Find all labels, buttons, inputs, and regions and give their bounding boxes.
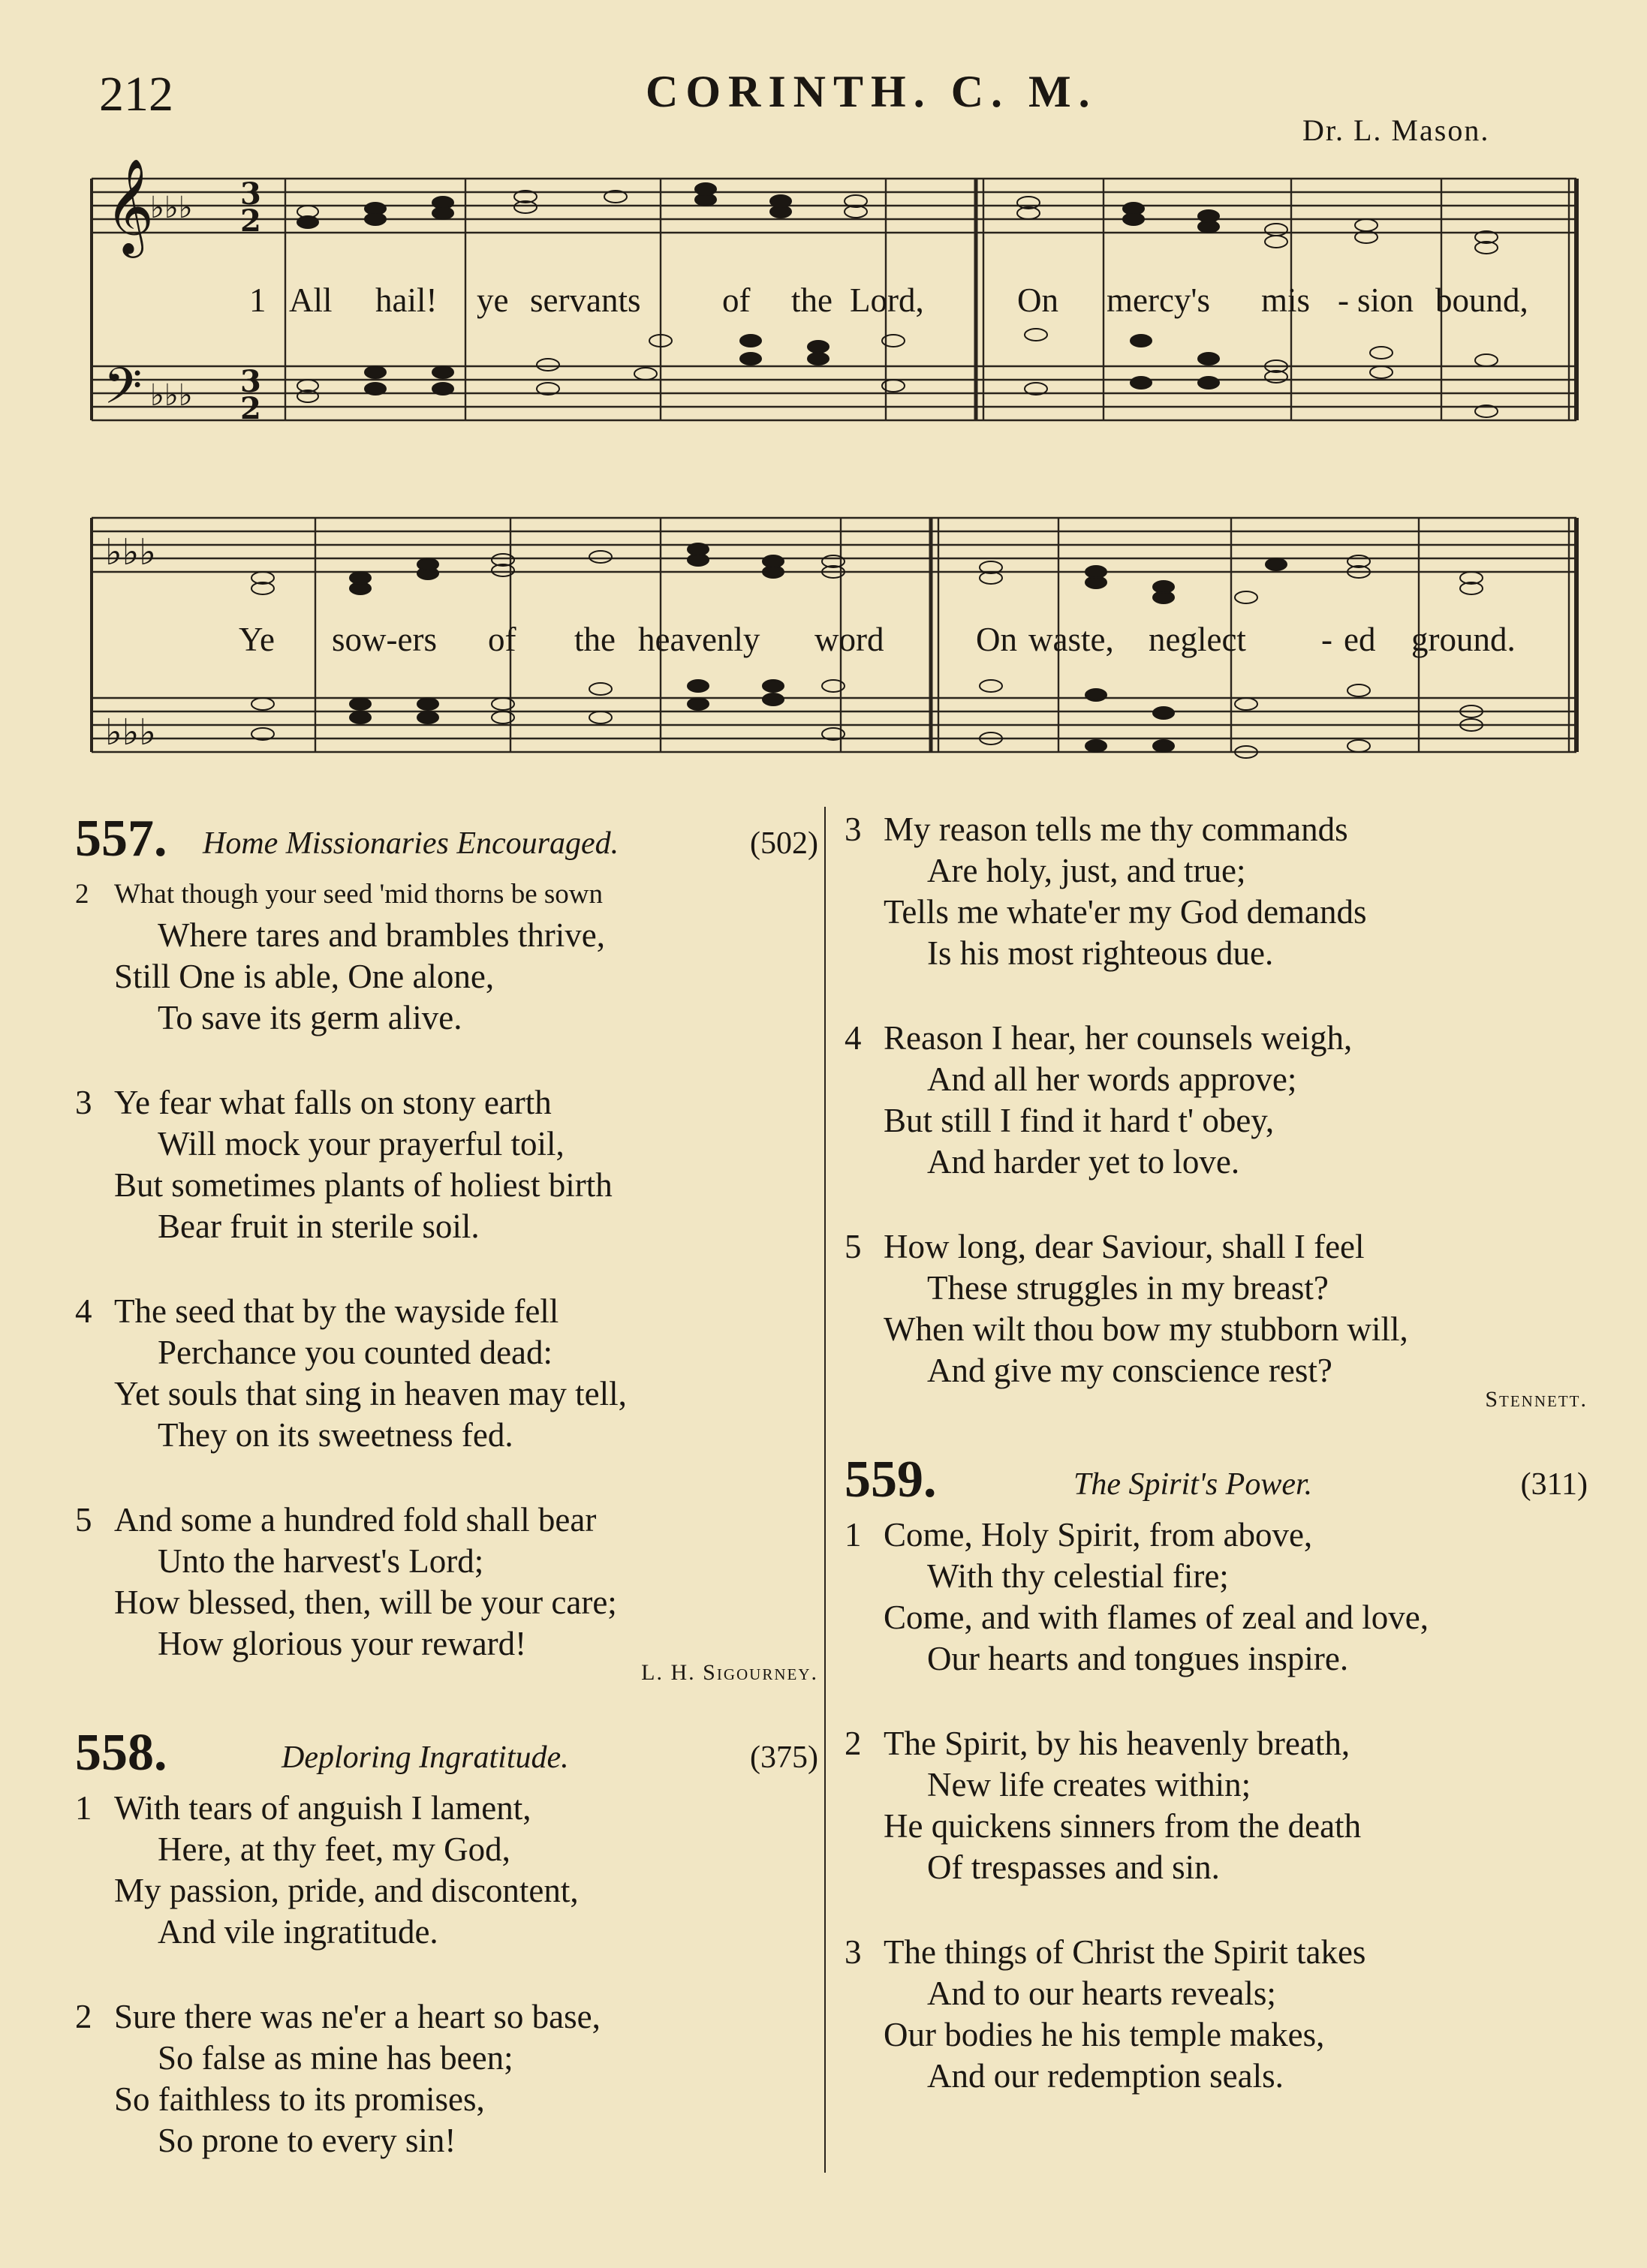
verse-line: He quickens sinners from the death: [884, 1807, 1362, 1845]
stanza-number: 4: [845, 1019, 862, 1057]
stanza-number: 2: [75, 1998, 92, 2035]
music-score: [0, 0, 1647, 803]
stanza-number: 3: [75, 1084, 92, 1121]
verse-line: So false as mine has been;: [158, 2039, 513, 2077]
lyric-syllable: neglect: [1149, 621, 1246, 658]
verse-line: Will mock your prayerful toil,: [158, 1125, 565, 1163]
lyric-syllable: hail!: [375, 281, 438, 319]
verse-line: The seed that by the wayside fell: [114, 1292, 559, 1330]
verse-line: With tears of anguish I lament,: [114, 1789, 531, 1827]
hymn-title: Home Missionaries Encouraged.: [203, 826, 619, 861]
verse-line: How glorious your reward!: [158, 1625, 527, 1662]
verse-line: They on its sweetness fed.: [158, 1416, 513, 1454]
column-divider: [824, 807, 826, 2173]
verse-line: And some a hundred fold shall bear: [114, 1501, 597, 1539]
hymn-title: Deploring Ingratitude.: [282, 1740, 569, 1775]
hymn-reference: (311): [1520, 1467, 1588, 1502]
verse-line: Our hearts and tongues inspire.: [927, 1640, 1349, 1677]
stanza-number: 4: [75, 1292, 92, 1330]
stanza-number: 3: [845, 811, 862, 848]
staff-bass-1: [92, 366, 1576, 420]
lyric-syllable: sion: [1357, 281, 1414, 319]
verse-line: New life creates within;: [927, 1766, 1251, 1803]
stanza: [75, 874, 818, 1039]
verse-line: The things of Christ the Spirit takes: [884, 1933, 1366, 1971]
staff-bass-2: [92, 698, 1576, 752]
verse-line: What though your seed 'mid thorns be sown: [114, 879, 603, 910]
lyric-syllable: waste,: [1028, 621, 1114, 658]
lyric-syllable: On: [976, 621, 1017, 658]
verse-line: And give my conscience rest?: [927, 1352, 1332, 1389]
key-signature-icon: ♭♭♭: [150, 191, 193, 225]
stanza: [845, 1515, 1588, 1680]
lyric-syllable: ed: [1344, 621, 1376, 658]
verse-line: Here, at thy feet, my God,: [158, 1830, 510, 1868]
stanza-number: 3: [845, 1933, 862, 1971]
key-signature-icon: ♭♭♭: [105, 711, 156, 753]
verse-line: How blessed, then, will be your care;: [114, 1584, 617, 1621]
hymn-number: 557.: [75, 810, 167, 868]
verse-line: But sometimes plants of holiest birth: [114, 1166, 613, 1204]
verse-line: Yet souls that sing in heaven may tell,: [114, 1375, 627, 1412]
lyric-syllable: bound,: [1435, 281, 1528, 319]
verse-line: And vile ingratitude.: [158, 1913, 438, 1951]
hymn-author: L. H. Sigourney.: [641, 1660, 818, 1685]
verse-line: When wilt thou bow my stubborn will,: [884, 1310, 1408, 1348]
hymn-number: 559.: [845, 1451, 937, 1508]
stanza-number: 1: [75, 1789, 92, 1827]
verse-line: And our redemption seals.: [927, 2057, 1284, 2095]
lyric-syllable: -: [1338, 281, 1349, 319]
verse-line: Are holy, just, and true;: [927, 852, 1246, 889]
right-column: [845, 809, 1588, 2140]
verse-line: My reason tells me thy commands: [884, 811, 1348, 848]
verse-line: Bear fruit in sterile soil.: [158, 1208, 480, 1245]
time-signature: 2: [240, 391, 261, 426]
composer-credit: Dr. L. Mason.: [1302, 113, 1490, 147]
bass-clef-icon: 𝄢: [104, 357, 143, 427]
lyric-syllable: Ye: [239, 621, 275, 658]
hymn-author: Stennett.: [1485, 1387, 1588, 1412]
lyric-syllable: the: [791, 281, 833, 319]
hymn-header: [845, 1450, 1588, 1515]
time-signature: 2: [240, 203, 261, 239]
verse-line: Still One is able, One alone,: [114, 958, 495, 995]
verse-line: To save its germ alive.: [158, 999, 462, 1036]
verse-line: And all her words approve;: [927, 1060, 1297, 1098]
stanza-number: 1: [845, 1516, 862, 1554]
verse-line: Of trespasses and sin.: [927, 1848, 1220, 1886]
verse-line: With thy celestial fire;: [927, 1557, 1229, 1595]
tune-title: CORINTH. C. M.: [646, 67, 1097, 116]
verse-line: Where tares and brambles thrive,: [158, 916, 605, 954]
hymn-header: [75, 809, 818, 874]
lyric-syllable: ground.: [1411, 621, 1516, 658]
stanza: [75, 1082, 818, 1247]
lyric-syllable: sow-ers: [332, 621, 437, 658]
key-signature-icon: ♭♭♭: [150, 378, 193, 413]
verse-line: So faithless to its promises,: [114, 2080, 485, 2118]
hymn-header: [75, 1723, 818, 1788]
verse-line: Come, and with flames of zeal and love,: [884, 1599, 1429, 1636]
stanza: [845, 1723, 1588, 1888]
lyric-syllable: heavenly: [638, 621, 760, 658]
hymn-557: [75, 809, 818, 1686]
hymn-559: [845, 1450, 1588, 2097]
stanza-number: 2: [75, 879, 89, 910]
lyric-syllable: -: [1321, 621, 1332, 658]
stanza: [845, 809, 1588, 974]
verse-line: Reason I hear, her counsels weigh,: [884, 1019, 1353, 1057]
verse-line: How long, dear Saviour, shall I feel: [884, 1228, 1365, 1265]
hymn-title: The Spirit's Power.: [1073, 1467, 1313, 1502]
stanza: [845, 1018, 1588, 1183]
verse-line: So prone to every sin!: [158, 2122, 456, 2159]
time-signature: 3: [240, 176, 261, 212]
verse-line: But still I find it hard t' obey,: [884, 1102, 1275, 1139]
time-signature: 3: [240, 364, 261, 399]
lyric-syllable: All: [289, 281, 333, 319]
stanza: [75, 1291, 818, 1456]
verse-line: And to our hearts reveals;: [927, 1975, 1276, 2012]
verse-line: These struggles in my breast?: [927, 1269, 1329, 1307]
hymn-558-continued: [845, 809, 1588, 1412]
stanza: [75, 1788, 818, 1953]
lyric-syllable: 1: [249, 281, 266, 319]
verse-line: Is his most righteous due.: [927, 934, 1274, 972]
lyric-syllable: servants: [530, 281, 641, 319]
verse-line: Our bodies he his temple makes,: [884, 2016, 1325, 2053]
stanza-number: 5: [75, 1501, 92, 1539]
verse-line: And harder yet to love.: [927, 1143, 1240, 1181]
left-column: [75, 809, 818, 2205]
verse-line: Unto the harvest's Lord;: [158, 1542, 484, 1580]
lyric-syllable: ye: [477, 281, 509, 319]
key-signature-icon: ♭♭♭: [105, 531, 156, 573]
stanza: [75, 1996, 818, 2161]
verse-line: Come, Holy Spirit, from above,: [884, 1516, 1313, 1554]
page-number: 212: [99, 67, 173, 122]
lyric-syllable: of: [722, 281, 751, 319]
lyric-syllable: mis: [1261, 281, 1311, 319]
lyric-syllable: Lord,: [850, 281, 924, 319]
verse-line: My passion, pride, and discontent,: [114, 1872, 579, 1909]
lyric-syllable: of: [488, 621, 516, 658]
lyric-syllable: mercy's: [1107, 281, 1211, 319]
verse-line: Perchance you counted dead:: [158, 1334, 553, 1371]
lyric-syllable: On: [1017, 281, 1058, 319]
staff-treble-2: [92, 518, 1576, 572]
stanza: [75, 1499, 818, 1665]
stanza-number: 2: [845, 1725, 862, 1762]
hymn-reference: (502): [750, 826, 818, 861]
stanza-number: 5: [845, 1228, 862, 1265]
lyric-syllable: word: [814, 621, 884, 658]
verse-line: Tells me whate'er my God demands: [884, 893, 1367, 931]
verse-line: Sure there was ne'er a heart so base,: [114, 1998, 601, 2035]
treble-clef-icon: 𝄞: [105, 158, 155, 254]
verse-line: The Spirit, by his heavenly breath,: [884, 1725, 1350, 1762]
verse-line: Ye fear what falls on stony earth: [114, 1084, 552, 1121]
lyric-syllable: the: [574, 621, 616, 658]
hymn-number: 558.: [75, 1724, 167, 1782]
stanza: [845, 1932, 1588, 2097]
hymn-558: [75, 1723, 818, 2161]
hymn-reference: (375): [750, 1740, 818, 1775]
stanza: [845, 1226, 1588, 1391]
